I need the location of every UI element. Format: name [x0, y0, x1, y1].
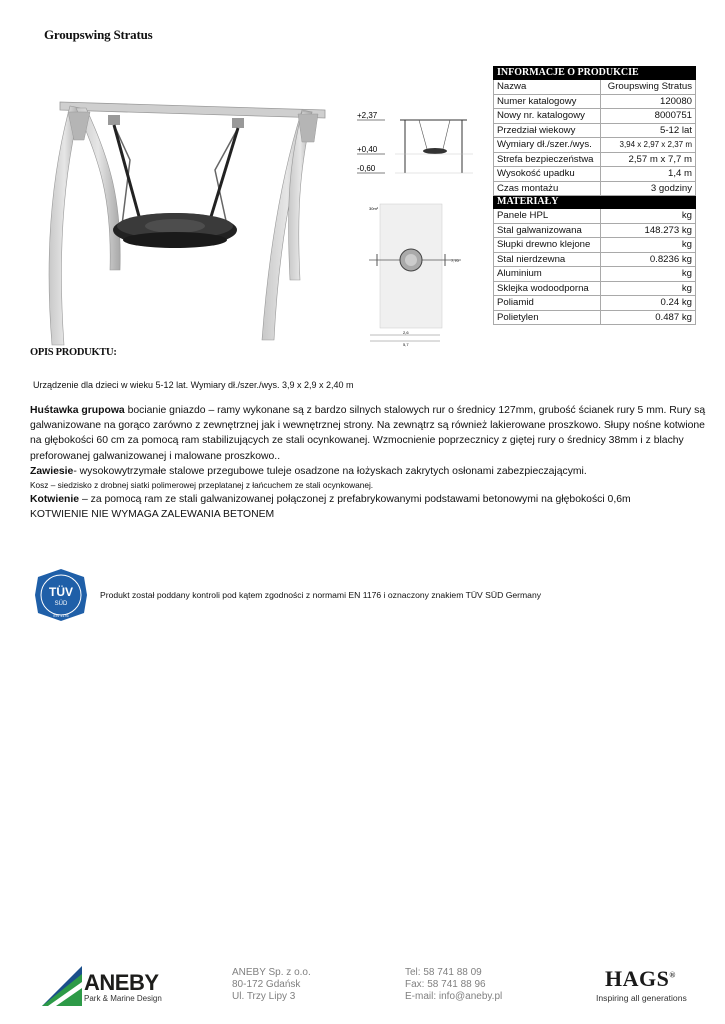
plan-width-label-1: 2,6 [403, 330, 409, 335]
row-value: kg [601, 238, 696, 253]
row-value: 3 godziny [601, 181, 696, 196]
email-link[interactable]: E-mail: info@aneby.pl [405, 991, 503, 1002]
row-label: Polietylen [494, 310, 601, 325]
tuv-badge-main: TÜV [49, 585, 73, 599]
table-row [494, 80, 696, 95]
page-title: Groupswing Stratus [44, 27, 153, 42]
row-value: kg [601, 267, 696, 282]
row-value: 1,4 m [601, 167, 696, 182]
hags-logo [605, 966, 676, 992]
company-address [232, 967, 311, 1003]
table-row [494, 152, 696, 167]
plan-width-label-2: 5,7 [403, 342, 409, 347]
description-paragraph-suspension [30, 464, 710, 479]
description-intro: Urządzenie dla dzieci w wieku 5-12 lat. Wymiary dł./szer./wys. 3,9 x 2,9 x 2,40 m [33, 380, 354, 390]
row-value: Groupswing Stratus [601, 80, 696, 95]
aneby-logo-text: ANEBY [84, 970, 159, 995]
hags-registered-mark: ® [669, 970, 676, 980]
row-label: Sklejka wodoodporna [494, 281, 601, 296]
tuv-badge-sub: SÜD [54, 601, 68, 607]
description-paragraph-anchoring [30, 492, 710, 507]
suspension-text: - wysokowytrzymałe stalowe przegubowe tuleje osadzone na łożyskach zakrytych osłonami zabezpieczającymi. [73, 465, 587, 477]
table-row [494, 267, 696, 282]
row-label: Panele HPL [494, 209, 601, 224]
table-row [494, 167, 696, 182]
row-label: Nazwa [494, 80, 601, 95]
hags-logo-text: HAGS [605, 966, 670, 991]
aneby-tagline: Park & Marine Design [84, 994, 162, 1003]
row-label: Poliamid [494, 296, 601, 311]
row-label: Nowy nr. katalogowy [494, 109, 601, 124]
row-label: Słupki drewno klejone [494, 238, 601, 253]
description-paragraph-seat: Kosz – siedzisko z drobnej siatki polimerowej przeplatanej z łańcuchem ze stali ocynkowanej. [30, 480, 374, 491]
row-value: kg [601, 209, 696, 224]
hags-tagline: Inspiring all generations [596, 993, 687, 1003]
plan-length-label: 7,70 [451, 258, 459, 263]
phone: Tel: 58 741 88 09 [405, 967, 482, 978]
table-row [494, 109, 696, 124]
height-label-bottom: -0,60 [357, 164, 376, 173]
row-value: 3,94 x 2,97 x 2,37 m [601, 138, 696, 153]
row-label: Czas montażu [494, 181, 601, 196]
company-contact [405, 967, 502, 1003]
frame-text: bocianie gniazdo – ramy wykonane są z bardzo silnych stalowych rur o średnicy 127mm, grubość ścianek rury 5 mm. Rury są galwanizowane na gorąco zarówno z zewnętrznej jak i wewnętrznej strony. Na zewnątrz są również lakierowane proszkowo. Słupy nośne kotwione na głębokości 60 cm za pomocą ram stabilizujących ze stali ocynkowanej. Wzmocnienie poprzecznicy z giętej rury o średnicy 38mm i z blachy preforowanej galwanizowanej i malowane proszkowo.. [30, 405, 706, 462]
address-line: Ul. Trzy Lipy 3 [232, 991, 296, 1002]
row-label: Stal nierdzewna [494, 252, 601, 267]
table-row [494, 252, 696, 267]
row-label: Numer katalogowy [494, 94, 601, 109]
table-row [494, 94, 696, 109]
description-heading: OPIS PRODUKTU: [30, 347, 117, 358]
row-value: 120080 [601, 94, 696, 109]
tuv-certification-icon [34, 568, 88, 622]
product-description [30, 403, 710, 522]
height-label-mid: +0,40 [357, 145, 378, 154]
row-value: kg [601, 281, 696, 296]
description-paragraph-frame [30, 403, 710, 464]
tuv-badge-code: EN 1176 [53, 613, 69, 618]
table-row [494, 209, 696, 224]
certification-text: Produkt został poddany kontroli pod kątem zgodności z normami EN 1176 i oznaczony znakiem TÜV SÜD Germany [100, 590, 542, 600]
anchoring-text: – za pomocą ram ze stali galwanizowanej połączonej z prefabrykowanymi podstawami betonowymi na głębokości 0,6m [79, 494, 631, 506]
table-row [494, 310, 696, 325]
row-label: Przedział wiekowy [494, 123, 601, 138]
anchoring-term: Kotwienie [30, 494, 80, 506]
table-row [494, 296, 696, 311]
row-value: 2,57 m x 7,7 m [601, 152, 696, 167]
row-label: Wymiary dł./szer./wys. [494, 138, 601, 153]
table-row [494, 138, 696, 153]
product-illustration [40, 90, 340, 350]
info-header-row [494, 67, 696, 80]
table-row [494, 123, 696, 138]
table-row [494, 181, 696, 196]
fax: Fax: 58 741 88 96 [405, 979, 486, 990]
table-row [494, 238, 696, 253]
plan-view-drawing [365, 198, 465, 348]
product-info-table [493, 66, 696, 325]
address-line: 80-172 Gdańsk [232, 979, 301, 990]
row-label: Aluminium [494, 267, 601, 282]
plan-area-label: 30m² [369, 206, 379, 211]
row-label: Stal galwanizowana [494, 223, 601, 238]
row-value: 0.8236 kg [601, 252, 696, 267]
table-row [494, 281, 696, 296]
materials-header-row [494, 196, 696, 209]
row-label: Wysokość upadku [494, 167, 601, 182]
table-header-cell: INFORMACJE O PRODUKCIE [494, 67, 696, 80]
row-value: 5-12 lat [601, 123, 696, 138]
height-label-top: +2,37 [357, 111, 378, 120]
table-row [494, 223, 696, 238]
suspension-term: Zawiesie [30, 465, 74, 477]
aneby-logo-icon [42, 966, 82, 1006]
description-paragraph-note: KOTWIENIE NIE WYMAGA ZALEWANIA BETONEM [30, 509, 275, 521]
table-header-cell: MATERIAŁY [494, 196, 696, 209]
side-view-drawing [355, 105, 475, 185]
row-value: 0.24 kg [601, 296, 696, 311]
address-line: ANEBY Sp. z o.o. [232, 967, 311, 978]
row-value: 148.273 kg [601, 223, 696, 238]
row-value: 8000751 [601, 109, 696, 124]
row-label: Strefa bezpieczeństwa [494, 152, 601, 167]
frame-term: Huśtawka grupowa [30, 405, 125, 416]
row-value: 0.487 kg [601, 310, 696, 325]
